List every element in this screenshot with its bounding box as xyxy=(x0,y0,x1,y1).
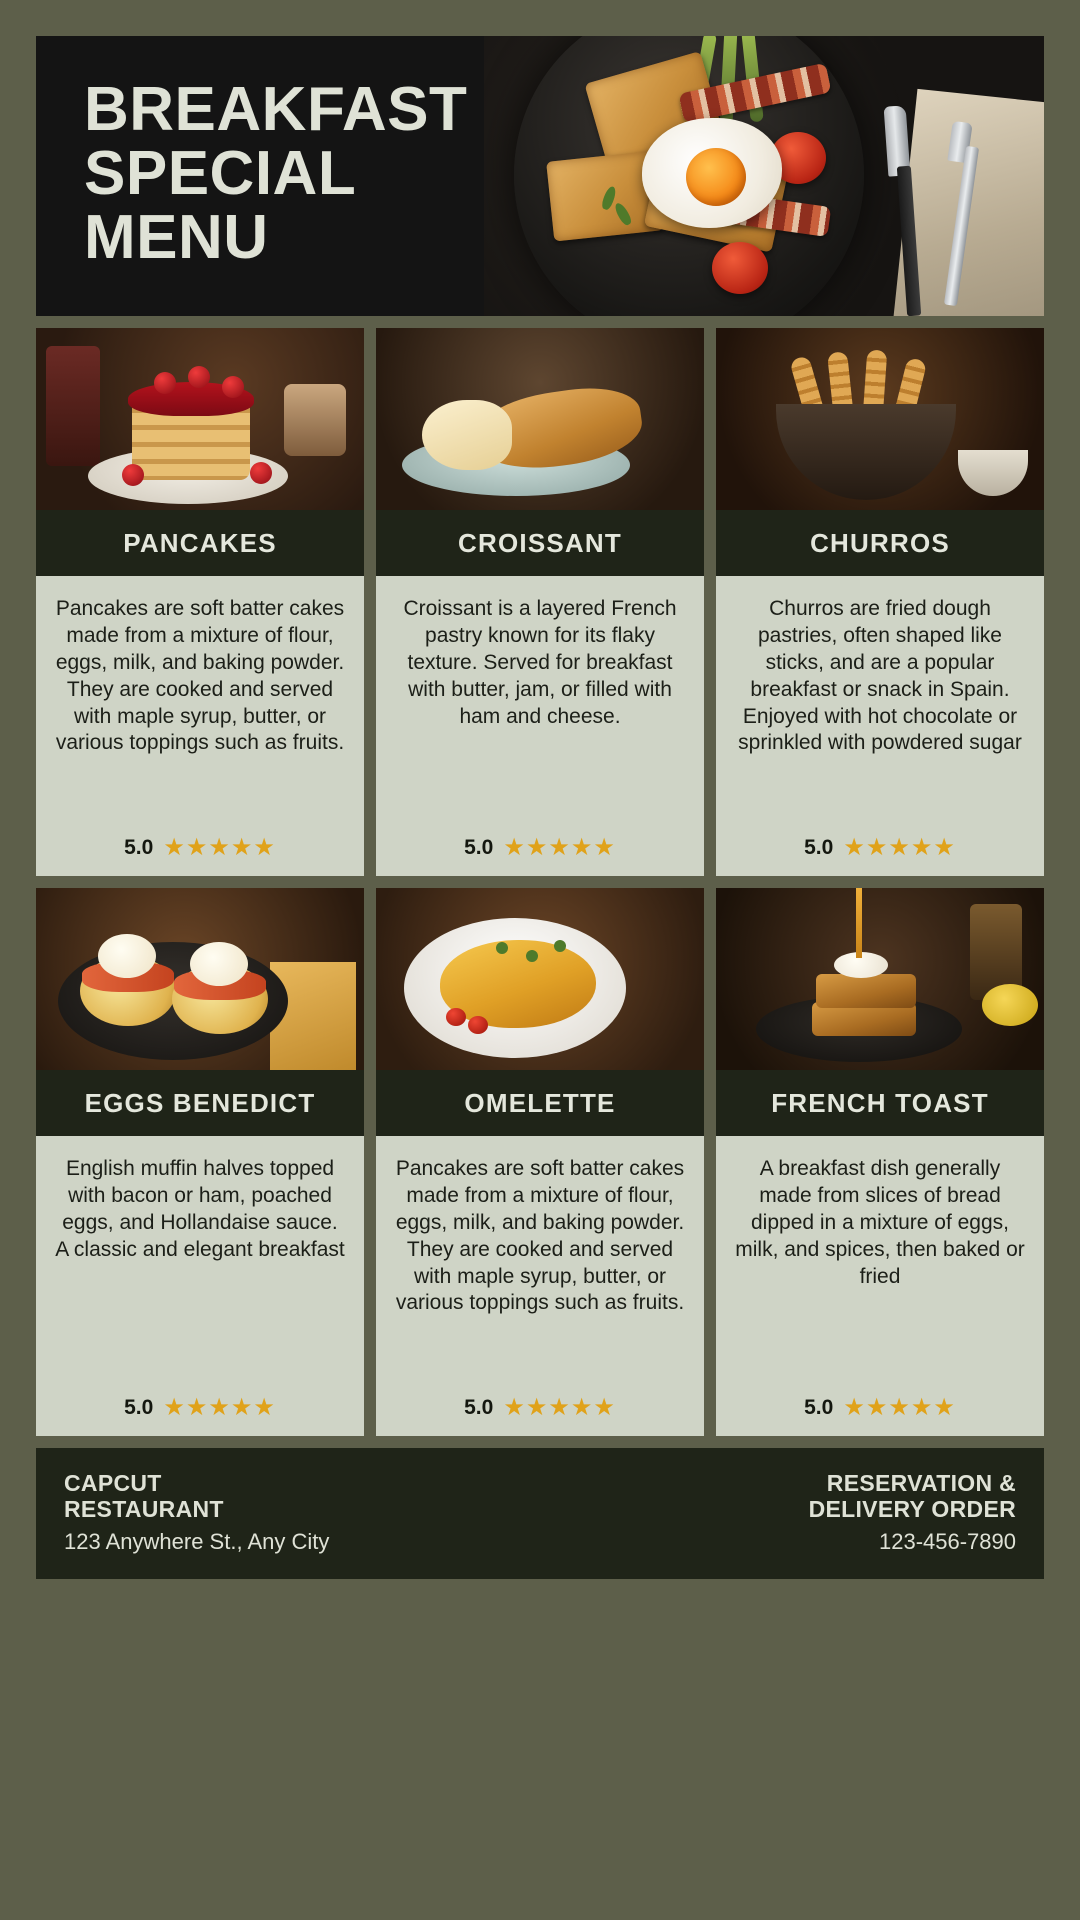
rating-score: 5.0 xyxy=(124,836,154,859)
menu-grid-row-1 xyxy=(36,328,1044,876)
dish-name: CHURROS xyxy=(716,510,1044,576)
reservation-info xyxy=(809,1470,1016,1555)
title-line-1: BREAKFAST xyxy=(84,75,468,144)
phone-number: 123-456-7890 xyxy=(878,1528,1016,1554)
strawberry-graphic xyxy=(250,462,272,484)
dish-name: EGGS BENEDICT xyxy=(36,1070,364,1136)
menu-card-pancakes xyxy=(36,328,364,876)
order-line-2: DELIVERY ORDER xyxy=(808,1496,1016,1523)
star-icon-group: ★★★★★ xyxy=(843,1394,956,1421)
dish-description: Pancakes are soft batter cakes made from a mixture of flour, eggs, milk, and baking powder. They are cooked and served with maple syrup, butter, or various toppings such as fruits. xyxy=(395,1157,685,1315)
dish-rating xyxy=(54,1396,346,1420)
pancakes-photo xyxy=(36,328,364,510)
star-icon-group: ★★★★★ xyxy=(503,1394,616,1421)
star-icon-group: ★★★★★ xyxy=(843,834,956,861)
menu-card-churros xyxy=(716,328,1044,876)
dish-body xyxy=(376,1136,704,1436)
tomato-graphic xyxy=(468,1016,488,1034)
rating-score: 5.0 xyxy=(464,1396,494,1419)
poster-header xyxy=(36,36,1044,316)
dish-name: PANCAKES xyxy=(36,510,364,576)
jam-cup-graphic xyxy=(284,384,346,456)
restaurant-info xyxy=(64,1470,329,1555)
dish-body xyxy=(376,576,704,876)
dish-description: Pancakes are soft batter cakes made from a mixture of flour, eggs, milk, and baking powder. They are cooked and served with maple syrup, butter, or various toppings such as fruits. xyxy=(55,597,345,755)
syrup-drip-graphic xyxy=(856,888,862,958)
menu-card-croissant xyxy=(376,328,704,876)
dish-rating xyxy=(394,836,686,860)
rating-score: 5.0 xyxy=(804,1396,834,1419)
dish-description: Churros are fried dough pastries, often shaped like sticks, and are a popular breakfast or snack in Spain. Enjoyed with hot chocolate or sprinkled with powdered sugar xyxy=(738,597,1022,755)
menu-grid-row-2 xyxy=(36,888,1044,1436)
syrup-jar-graphic xyxy=(46,346,100,466)
menu-card-eggs-benedict xyxy=(36,888,364,1436)
rating-score: 5.0 xyxy=(804,836,834,859)
strawberry-graphic xyxy=(122,464,144,486)
lemon-graphic xyxy=(982,984,1038,1026)
rating-score: 5.0 xyxy=(464,836,494,859)
strawberry-graphic xyxy=(222,376,244,398)
eggs-benedict-photo xyxy=(36,888,364,1070)
title-line-3: MENU xyxy=(84,202,269,272)
dish-rating xyxy=(734,836,1026,860)
brand-line-1: CAPCUT xyxy=(64,1470,162,1496)
breakfast-plate-photo xyxy=(484,36,1044,316)
toast-slice-graphic xyxy=(816,974,916,1008)
herb-graphic xyxy=(554,940,566,952)
address-text: 123 Anywhere St., Any City xyxy=(64,1528,330,1554)
dish-rating xyxy=(734,1396,1026,1420)
poster-footer xyxy=(36,1448,1044,1579)
dish-name: FRENCH TOAST xyxy=(716,1070,1044,1136)
dish-body xyxy=(716,1136,1044,1436)
herb-graphic xyxy=(496,942,508,954)
poached-egg-graphic xyxy=(190,942,248,986)
dish-body xyxy=(36,1136,364,1436)
strawberry-graphic xyxy=(188,366,210,388)
cream-filling-graphic xyxy=(422,400,512,470)
strawberry-graphic xyxy=(154,372,176,394)
herb-graphic xyxy=(526,950,538,962)
menu-card-omelette xyxy=(376,888,704,1436)
dish-rating xyxy=(394,1396,686,1420)
tomato-graphic xyxy=(712,242,768,294)
star-icon-group: ★★★★★ xyxy=(163,834,276,861)
dish-description: A breakfast dish generally made from slices of bread dipped in a mixture of eggs, milk, and spices, then baked or fried xyxy=(735,1157,1025,1288)
rating-score: 5.0 xyxy=(124,1396,154,1419)
dish-rating xyxy=(54,836,346,860)
dish-body xyxy=(716,576,1044,876)
omelette-photo xyxy=(376,888,704,1070)
star-icon-group: ★★★★★ xyxy=(503,834,616,861)
brand-line-2: RESTAURANT xyxy=(64,1496,224,1523)
dish-description: English muffin halves topped with bacon or ham, poached eggs, and Hollandaise sauce. A classic and elegant breakfast xyxy=(55,1157,345,1261)
dish-body xyxy=(36,576,364,876)
title-line-2: SPECIAL xyxy=(84,138,357,208)
egg-yolk-graphic xyxy=(686,148,746,206)
french-toast-photo xyxy=(716,888,1044,1070)
croissant-photo xyxy=(376,328,704,510)
dish-name: CROISSANT xyxy=(376,510,704,576)
page-title xyxy=(84,75,468,272)
churros-photo xyxy=(716,328,1044,510)
menu-card-french-toast xyxy=(716,888,1044,1436)
star-icon-group: ★★★★★ xyxy=(163,1394,276,1421)
poached-egg-graphic xyxy=(98,934,156,978)
dish-name: OMELETTE xyxy=(376,1070,704,1136)
dish-description: Croissant is a layered French pastry known for its flaky texture. Served for breakfast with butter, jam, or filled with ham and cheese. xyxy=(403,597,677,728)
tomato-graphic xyxy=(446,1008,466,1026)
order-line-1: RESERVATION & xyxy=(826,1470,1016,1496)
